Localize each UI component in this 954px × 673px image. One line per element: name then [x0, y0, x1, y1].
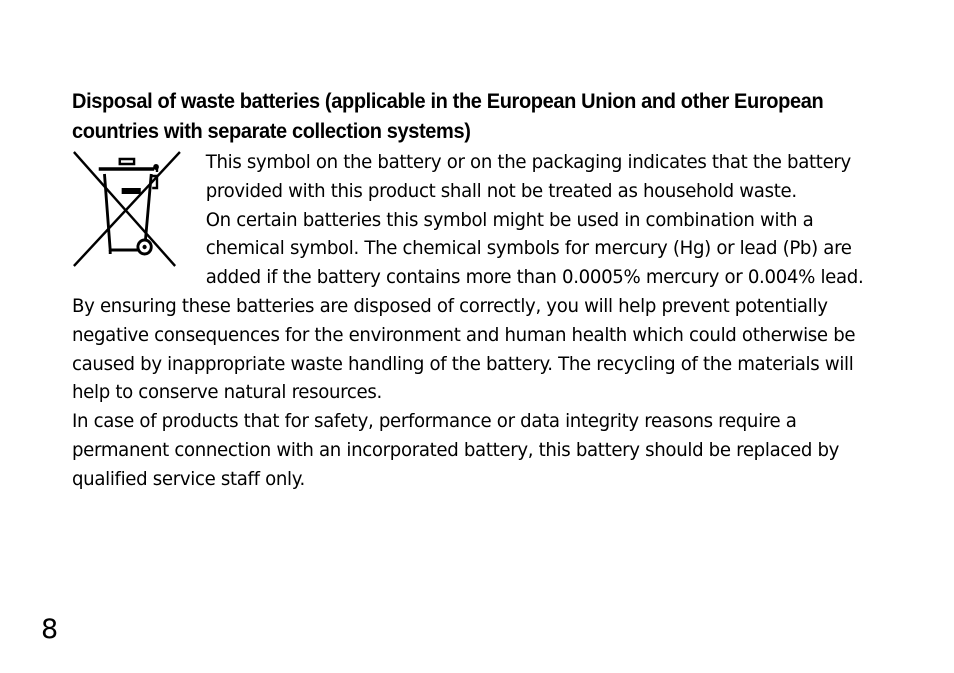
paragraph-chemical-symbols: On certain batteries this symbol might be used in combination with a chemical symbol. The chemical symbols for mercury (Hg) or lead (Pb) are added if the battery contains more than 0.0005% mercury or 0.004% lead. — [205, 208, 864, 289]
paragraph-correct-disposal: By ensuring these batteries are disposed of correctly, you will help prevent potentially negative consequences for the environment and human health which could otherwise be caused by inappropriate waste handling of the battery. The recycling of the materials will help to conserve natural resources. — [72, 294, 856, 404]
paragraph-permanent-battery: In case of products that for safety, performance or data integrity reasons require a permanent connection with an incorporated battery, this battery should be replaced by qualified service staff only. — [72, 410, 840, 490]
section-text — [72, 148, 884, 494]
paragraph-symbol-meaning: This symbol on the battery or on the packaging indicates that the battery provided with this product shall not be treated as household waste. — [205, 151, 851, 202]
section-heading: Disposal of waste batteries (applicable in the European Union and other European countries with separate collection systems) — [72, 89, 824, 143]
document-body — [72, 86, 882, 494]
crossed-out-wheeled-bin-icon — [72, 150, 183, 268]
page-number: 8 — [41, 614, 59, 645]
